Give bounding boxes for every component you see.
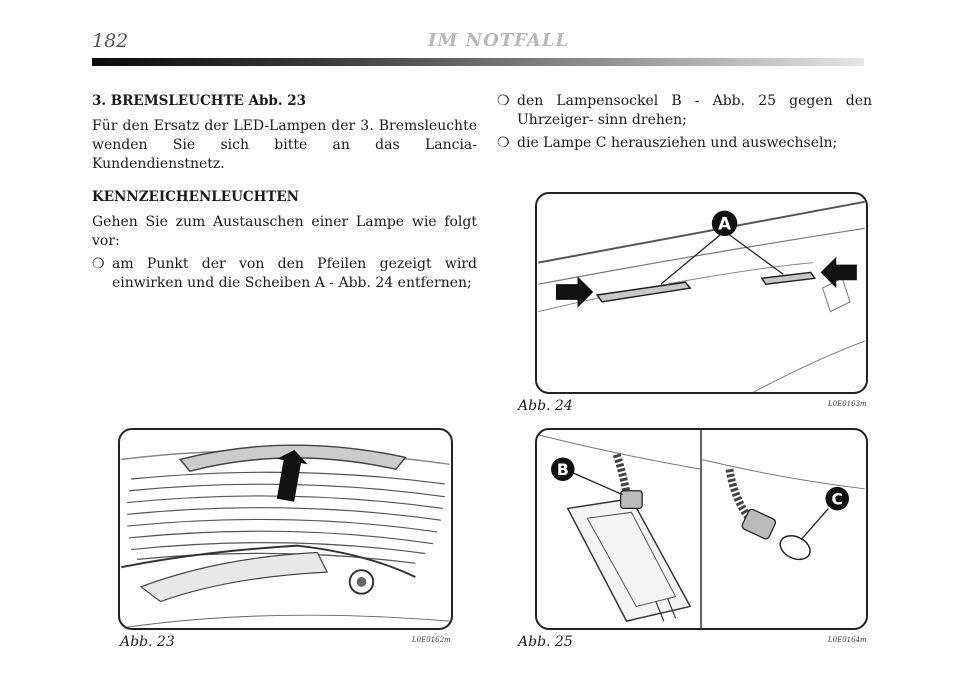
figure-23-caption: Abb. 23 xyxy=(120,634,175,650)
figure-24-illustration xyxy=(535,192,868,394)
heading-plate-lights: KENNZEICHENLEUCHTEN xyxy=(92,189,300,205)
paragraph-brake-light: Für den Ersatz der LED-Lampen der 3. Bremsleuchte wenden Sie sich bitte an das Lancia-Kundendienstnetz. xyxy=(92,118,477,172)
paragraph-plate-intro: Gehen Sie zum Austauschen einer Lampe wie folgt vor: xyxy=(92,214,477,249)
figure-25-caption: Abb. 25 xyxy=(518,634,573,650)
section-title: IM NOTFALL xyxy=(428,30,570,51)
figure-23-code: L0E0162m xyxy=(412,636,451,644)
rear-window-drawing xyxy=(120,430,451,628)
figure-24-caption: Abb. 24 xyxy=(518,398,573,414)
figure-25-code: L0E0164m xyxy=(828,636,867,644)
callout-label-c: C xyxy=(831,489,844,509)
figure-25-illustration xyxy=(535,428,868,630)
bullet-text: die Lampe C herausziehen und auswechseln; xyxy=(517,135,838,151)
callout-label-b: B xyxy=(556,460,569,480)
list-item xyxy=(497,92,872,130)
lamp-socket-drawing xyxy=(537,430,866,628)
list-item xyxy=(497,134,872,153)
bullet-mark: ❍ xyxy=(92,256,105,272)
page-header xyxy=(92,30,864,70)
bullet-text: am Punkt der von den Pfeilen gezeigt wird einwirken und die Scheiben A - Abb. 24 entfernen; xyxy=(112,256,477,291)
plate-lights-drawing xyxy=(537,194,866,392)
figure-23-illustration xyxy=(118,428,453,630)
bullet-text: den Lampensockel B - Abb. 25 gegen den Uhrzeiger- sinn drehen; xyxy=(517,93,872,128)
right-column xyxy=(497,92,872,157)
left-column xyxy=(92,92,477,297)
list-item xyxy=(92,255,477,293)
header-rule xyxy=(92,58,864,66)
figure-24-code: L0E0163m xyxy=(828,400,867,408)
bullet-mark: ❍ xyxy=(497,135,510,151)
page-number: 182 xyxy=(92,30,129,52)
bullet-mark: ❍ xyxy=(497,93,510,109)
heading-brake-light: 3. BREMSLEUCHTE Abb. 23 xyxy=(92,93,307,109)
callout-label-a: A xyxy=(718,214,731,234)
